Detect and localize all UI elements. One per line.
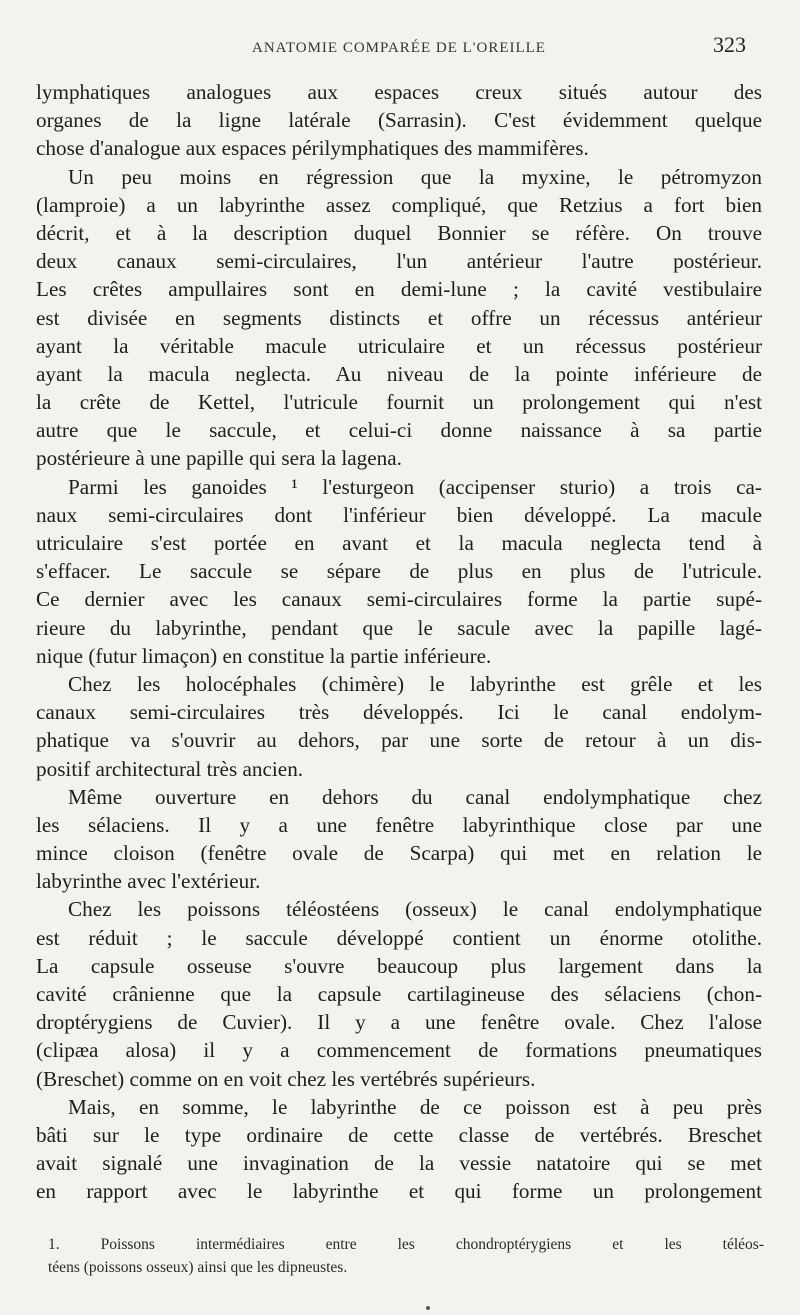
text-line: Chez les poissons téléostéens (osseux) le canal endolymphatique <box>68 897 762 922</box>
text-line: Les crêtes ampullaires sont en demi-lune ; la cavité vestibulaire <box>36 277 762 302</box>
text-line: Même ouverture en dehors du canal endolymphatique chez <box>68 784 762 809</box>
body-text <box>36 78 762 1206</box>
text-line: cavité crânienne que la capsule cartilagineuse des sélaciens (chon- <box>36 982 762 1006</box>
text-line: s'effacer. Le saccule se sépare de plus en plus de l'utricule. <box>36 559 762 584</box>
print-mark <box>426 1306 430 1310</box>
text-line: rieure du labyrinthe, pendant que le sacule avec la papille lagé- <box>36 615 762 640</box>
text-line: avait signalé une invagination de la vessie natatoire qui se met <box>36 1151 762 1176</box>
text-line: mince cloison (fenêtre ovale de Scarpa) qui met en relation le <box>36 841 762 866</box>
text-line: Ce dernier avec les canaux semi-circulaires forme la partie supé- <box>36 587 762 612</box>
footnote-line: téens (poissons osseux) ainsi que les dipneustes. <box>48 1259 348 1276</box>
text-line: bâti sur le type ordinaire de cette classe de vertébrés. Breschet <box>36 1122 762 1147</box>
text-line: Chez les holocéphales (chimère) le labyrinthe est grêle et les <box>68 671 762 696</box>
text-line: droptérygiens de Cuvier). Il y a une fenêtre ovale. Chez l'alose <box>36 1010 762 1035</box>
text-line: est divisée en segments distincts et offre un récessus antérieur <box>36 305 762 330</box>
text-line: (clipæa alosa) il y a commencement de formations pneumatiques <box>36 1038 762 1063</box>
text-line: Parmi les ganoides ¹ l'esturgeon (accipenser sturio) a trois ca- <box>68 474 762 499</box>
text-line: La capsule osseuse s'ouvre beaucoup plus largement dans la <box>36 953 762 978</box>
footnote <box>48 1233 764 1279</box>
text-line: (Breschet) comme on en voit chez les vertébrés supérieurs. <box>36 1066 536 1091</box>
footnote-line: 1. Poissons intermédiaires entre les chondroptérygiens et les téléos- <box>48 1236 764 1253</box>
text-line: canaux semi-circulaires très développés. Ici le canal endolym- <box>36 700 762 725</box>
text-line: nique (futur limaçon) en constitue la partie inférieure. <box>36 643 492 668</box>
text-line: labyrinthe avec l'extérieur. <box>36 869 261 894</box>
text-line: ayant la véritable macule utriculaire et un récessus postérieur <box>36 333 762 358</box>
text-line: deux canaux semi-circulaires, l'un antérieur l'autre postérieur. <box>36 249 762 274</box>
text-line: positif architectural très ancien. <box>36 756 304 781</box>
text-line: utriculaire s'est portée en avant et la macula neglecta tend à <box>36 531 762 555</box>
text-line: Un peu moins en régression que la myxine, le pétromyzon <box>68 164 762 189</box>
text-line: phatique va s'ouvrir au dehors, par une sorte de retour à un dis- <box>36 728 762 753</box>
running-head <box>34 30 764 60</box>
page-number: 323 <box>713 32 746 57</box>
text-line: organes de la ligne latérale (Sarrasin). C'est évidemment quelque <box>36 108 762 133</box>
text-line: est réduit ; le saccule développé contient un énorme otolithe. <box>36 925 762 950</box>
text-line: Mais, en somme, le labyrinthe de ce poisson est à peu près <box>68 1094 762 1119</box>
text-line: lymphatiques analogues aux espaces creux situés autour des <box>36 80 762 104</box>
text-line: autre que le saccule, et celui-ci donne naissance à sa partie <box>36 418 762 443</box>
text-line: en rapport avec le labyrinthe et qui forme un prolongement <box>36 1179 762 1204</box>
text-line: postérieure à une papille qui sera la lagena. <box>36 446 402 471</box>
text-line: décrit, et à la description duquel Bonnier se réfère. On trouve <box>36 220 762 245</box>
text-line: (lamproie) a un labyrinthe assez compliqué, que Retzius a fort bien <box>36 192 762 217</box>
running-head-title: ANATOMIE COMPARÉE DE L'OREILLE <box>252 40 546 56</box>
text-line: chose d'analogue aux espaces périlymphatiques des mammifères. <box>36 136 589 161</box>
text-line: ayant la macula neglecta. Au niveau de la pointe inférieure de <box>36 361 762 386</box>
text-line: naux semi-circulaires dont l'inférieur bien développé. La macule <box>36 502 762 527</box>
text-line: les sélaciens. Il y a une fenêtre labyrinthique close par une <box>36 812 762 837</box>
text-line: la crête de Kettel, l'utricule fournit un prolongement qui n'est <box>36 390 762 415</box>
